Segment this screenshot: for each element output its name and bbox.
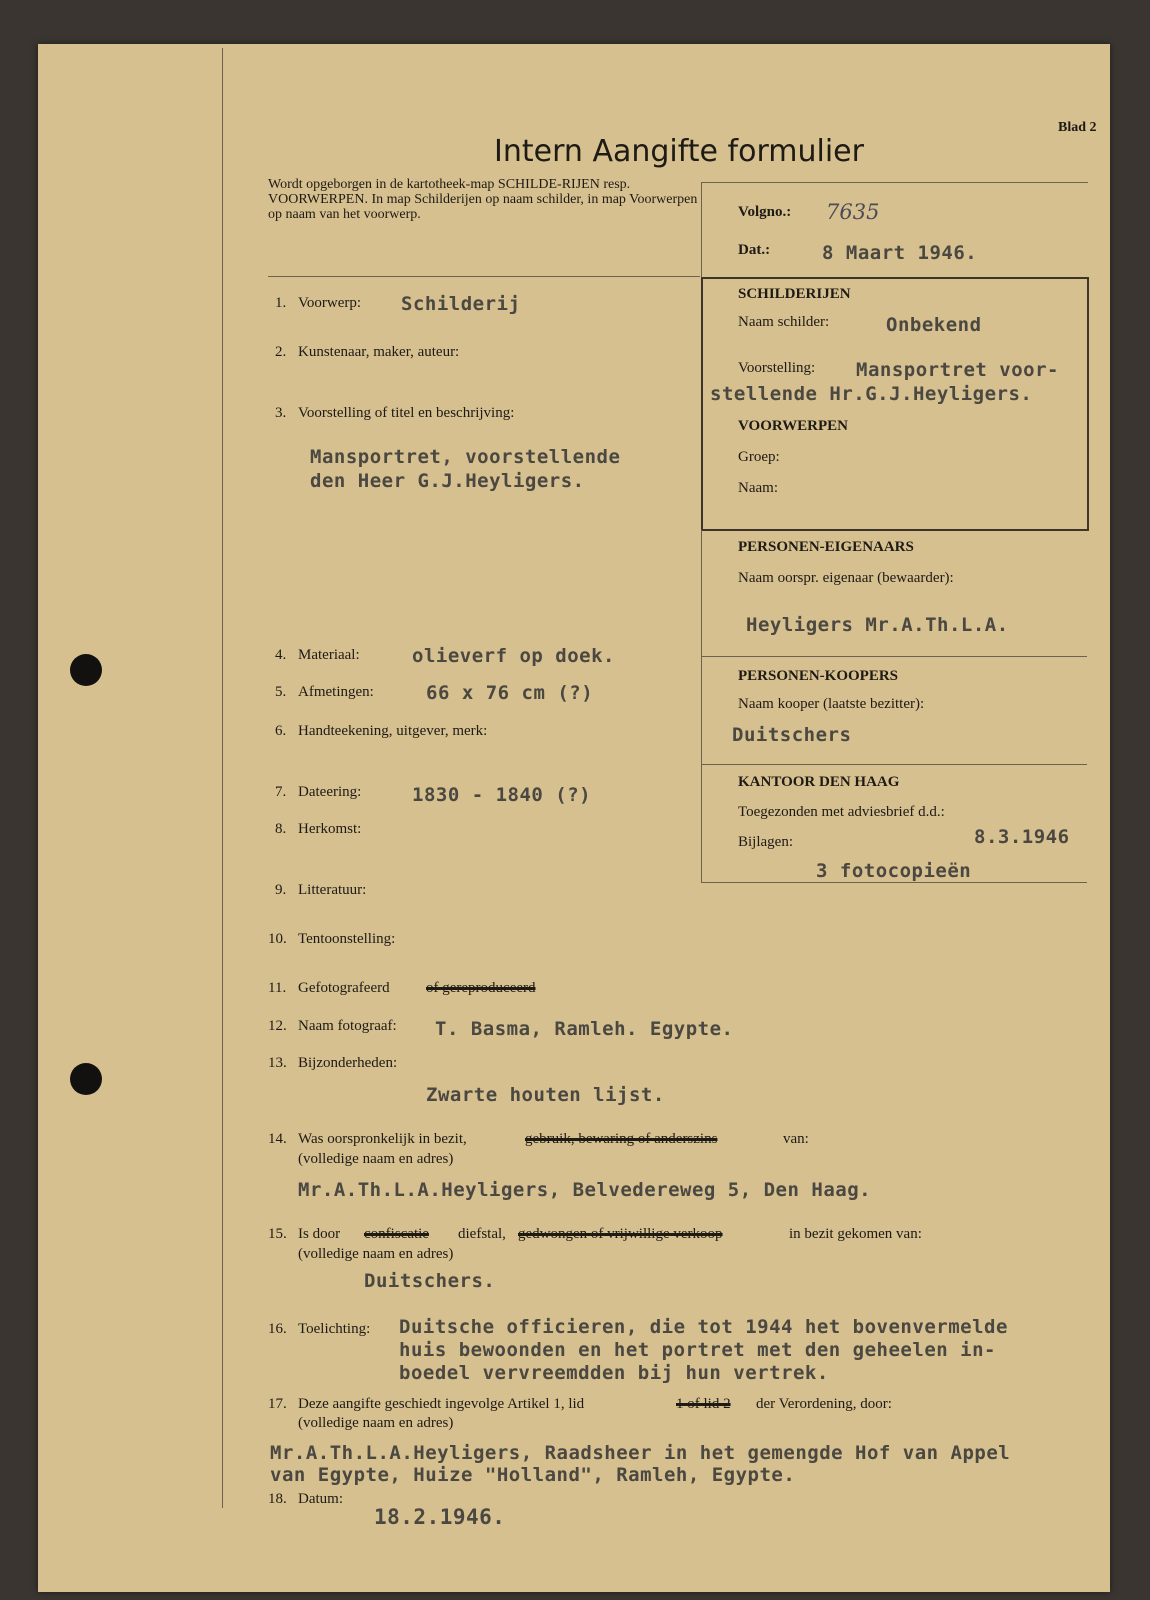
groep-label: Groep: — [738, 449, 780, 465]
item-3-line2: den Heer G.J.Heyligers. — [310, 470, 585, 492]
item-11-struck: of gereproduceerd — [426, 980, 536, 996]
item-14-struck: gebruik, bewaring of anderszins — [525, 1131, 718, 1147]
item-17-label-a: Deze aangifte geschiedt ingevolge Artikel 1, lid — [298, 1396, 585, 1412]
volgno-label: Volgno.: — [738, 204, 792, 220]
item-2-label: Kunstenaar, maker, auteur: — [298, 344, 460, 360]
item-18-value: 18.2.1946. — [374, 1505, 506, 1529]
form-sheet — [38, 44, 1110, 1592]
schilderijen-title: SCHILDERIJEN — [738, 286, 851, 302]
item-18-label: Datum: — [298, 1491, 343, 1507]
item-7-value: 1830 - 1840 (?) — [412, 784, 592, 806]
date-label: Dat.: — [738, 242, 771, 258]
item-13-number: 13. — [268, 1055, 287, 1071]
date-value: 8 Maart 1946. — [822, 242, 978, 264]
item-11-label: Gefotografeerd — [298, 980, 390, 996]
item-16-line3: boedel vervreemdden bij hun vertrek. — [399, 1362, 829, 1384]
eigenaar-label: Naam oorspr. eigenaar (bewaarder): — [738, 570, 954, 586]
kantoor-title: KANTOOR DEN HAAG — [738, 774, 900, 790]
item-8-label: Herkomst: — [298, 821, 362, 837]
item-17-line1: Mr.A.Th.L.A.Heyligers, Raadsheer in het gemengde Hof van Appel — [270, 1442, 1011, 1464]
punch-hole-top — [70, 654, 102, 686]
form-title: Intern Aangifte formulier — [494, 134, 864, 169]
bijlagen-value: 3 fotocopieën — [816, 860, 972, 882]
bijlagen-label: Bijlagen: — [738, 834, 793, 850]
item-6-label: Handteekening, uitgever, merk: — [298, 723, 488, 739]
sheet-number: Blad 2 — [1058, 120, 1097, 135]
item-4-label: Materiaal: — [298, 647, 360, 663]
item-16-line2: huis bewoonden en het portret met den geheelen in- — [399, 1339, 996, 1361]
item-7-label: Dateering: — [298, 784, 362, 800]
item-12-number: 12. — [268, 1018, 287, 1034]
voorwerpen-title: VOORWERPEN — [738, 418, 849, 434]
item-17-struck: 1 of lid 2 — [676, 1396, 731, 1412]
item-17-number: 17. — [268, 1396, 287, 1412]
item-1-value: Schilderij — [401, 293, 521, 315]
punch-hole-bottom — [70, 1063, 102, 1095]
margin-line — [222, 48, 223, 1508]
item-15-label-a: Is door — [298, 1226, 341, 1242]
item-6-number: 6. — [275, 723, 287, 739]
item-11-number: 11. — [268, 980, 287, 996]
item-14-label-a: Was oorspronkelijk in bezit, — [298, 1131, 467, 1147]
koopers-divider — [701, 656, 1087, 657]
voorstelling-label: Voorstelling: — [738, 360, 816, 376]
kantoor-divider — [701, 764, 1087, 765]
voorwerp-naam-label: Naam: — [738, 480, 778, 496]
item-16-number: 16. — [268, 1321, 287, 1337]
item-10-label: Tentoonstelling: — [298, 931, 396, 947]
item-12-value: T. Basma, Ramleh. Egypte. — [435, 1018, 734, 1040]
item-10-number: 10. — [268, 931, 287, 947]
item-4-value: olieverf op doek. — [412, 645, 615, 667]
item-12-label: Naam fotograaf: — [298, 1018, 397, 1034]
toegezonden-label: Toegezonden met adviesbrief d.d.: — [738, 804, 945, 820]
item-16-line1: Duitsche officieren, die tot 1944 het bovenvermelde — [399, 1316, 1008, 1338]
item-15-value: Duitschers. — [364, 1270, 496, 1292]
kantoor-bottom — [701, 882, 1087, 883]
item-15-struck-b: gedwongen of vrijwillige verkoop — [518, 1226, 723, 1242]
item-5-value: 66 x 76 cm (?) — [426, 682, 594, 704]
item-14-label-b: van: — [783, 1131, 809, 1147]
item-13-value: Zwarte houten lijst. — [426, 1084, 665, 1106]
item-13-label: Bijzonderheden: — [298, 1055, 398, 1071]
item-7-number: 7. — [275, 784, 287, 800]
volgno-value: 7635 — [826, 200, 880, 224]
item-4-number: 4. — [275, 647, 287, 663]
item-3-label: Voorstelling of titel en beschrijving: — [298, 405, 515, 421]
naam-schilder-label: Naam schilder: — [738, 314, 830, 330]
item-9-number: 9. — [275, 882, 287, 898]
item-14-value: Mr.A.Th.L.A.Heyligers, Belvedereweg 5, Den Haag. — [298, 1179, 872, 1201]
reg-box-top — [701, 182, 1088, 183]
item-2-number: 2. — [275, 344, 287, 360]
item-3-line1: Mansportret, voorstellende — [310, 446, 621, 468]
toegezonden-value: 8.3.1946 — [974, 826, 1070, 848]
item-15-label-c: in bezit gekomen van: — [789, 1226, 922, 1242]
item-1-label: Voorwerp: — [298, 295, 362, 311]
item-17-label-b: der Verordening, door: — [756, 1396, 892, 1412]
item-15-sub: (volledige naam en adres) — [298, 1246, 454, 1262]
item-16-label: Toelichting: — [298, 1321, 371, 1337]
item-8-number: 8. — [275, 821, 287, 837]
item-1-number: 1. — [275, 295, 287, 311]
item-14-sub: (volledige naam en adres) — [298, 1151, 454, 1167]
item-15-label-b: diefstal, — [458, 1226, 506, 1242]
item-17-line2: van Egypte, Huize "Holland", Ramleh, Egypte. — [270, 1464, 796, 1486]
kooper-value: Duitschers — [732, 724, 852, 746]
item-5-label: Afmetingen: — [298, 684, 374, 700]
reg-box-left — [701, 182, 702, 278]
item-5-number: 5. — [275, 684, 287, 700]
koopers-title: PERSONEN-KOOPERS — [738, 668, 899, 684]
kooper-label: Naam kooper (laatste bezitter): — [738, 696, 925, 712]
voorstelling-line2: stellende Hr.G.J.Heyligers. — [710, 383, 1033, 405]
naam-schilder-value: Onbekend — [886, 314, 982, 336]
item-9-label: Litteratuur: — [298, 882, 367, 898]
item-17-sub: (volledige naam en adres) — [298, 1415, 454, 1431]
item-18-number: 18. — [268, 1491, 287, 1507]
item-3-number: 3. — [275, 405, 287, 421]
filing-note: Wordt opgeborgen in de kartotheek-map SCHILDE-RIJEN resp. VOORWERPEN. In map Schilderijen op naam schilder, in map Voorwerpen op naam van het voorwerp. — [268, 177, 698, 222]
item-15-number: 15. — [268, 1226, 287, 1242]
item-14-number: 14. — [268, 1131, 287, 1147]
eigenaar-value: Heyligers Mr.A.Th.L.A. — [746, 614, 1009, 636]
right-panel-left — [701, 530, 702, 882]
eigenaars-title: PERSONEN-EIGENAARS — [738, 539, 914, 555]
item-15-struck-a: confiscatie — [364, 1226, 429, 1242]
voorstelling-line1: Mansportret voor- — [856, 359, 1059, 381]
header-divider — [268, 276, 700, 277]
